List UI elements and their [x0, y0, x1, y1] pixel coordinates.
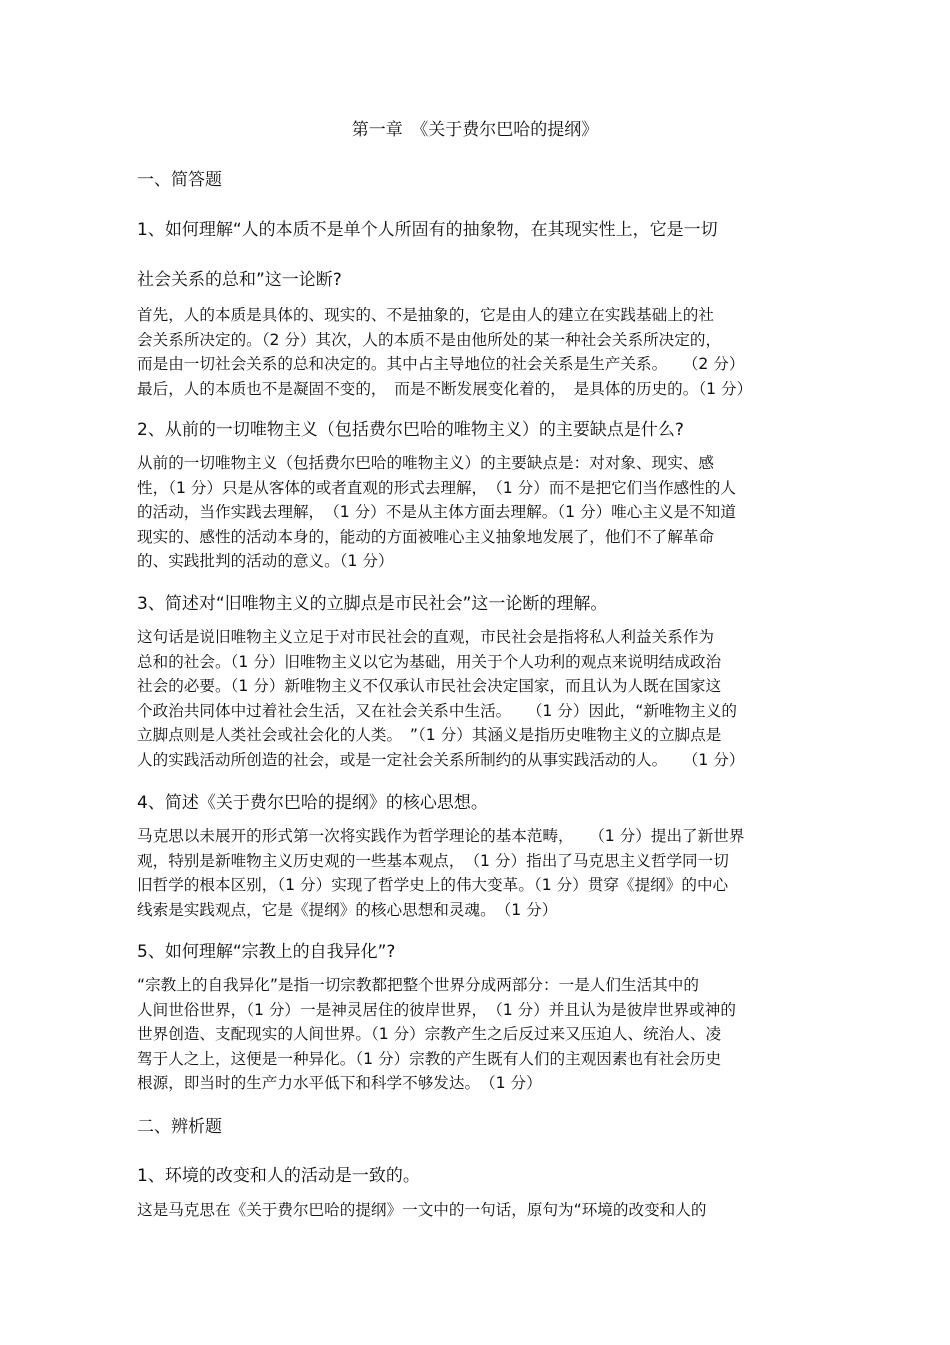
answer-5-line: 驾于人之上，这便是一种异化。（1 分）宗教的产生既有人们的主观因素也有社会历史 — [137, 1049, 722, 1068]
answer-2-line: 的、实践批判的活动的意义。（1 分） — [137, 552, 394, 571]
answer-1-line: 而是由一切社会关系的总和决定的。其中占主导地位的社会关系是生产关系。 （2 分） — [137, 355, 745, 374]
question-4: 4、简述《关于费尔巴哈的提纲》的核心思想。 — [137, 793, 488, 813]
answer-4 — [137, 824, 849, 922]
analysis-question-1: 1、环境的改变和人的活动是一致的。 — [137, 1166, 420, 1186]
answer-1-line: 会关系所决定的。（2 分）其次，人的本质不是由他所处的某一种社会关系所决定的， — [137, 330, 722, 349]
answer-1-line: 首先，人的本质是具体的、现实的、不是抽象的，它是由人的建立在实践基础上的社 — [137, 306, 714, 324]
answer-4-line: 马克思以未展开的形式第一次将实践作为哲学理论的基本范畴， （1 分）提出了新世界 — [137, 827, 745, 845]
analysis-answer-1-line: 这是马克思在《关于费尔巴哈的提纲》一文中的一句话，原句为“环境的改变和人的 — [137, 1201, 707, 1219]
question-5: 5、如何理解“宗教上的自我异化”? — [137, 942, 396, 962]
answer-4-line: 观，特别是新唯物主义历史观的一些基本观点， （1 分）指出了马克思主义哲学同一切 — [137, 851, 729, 870]
answer-2 — [137, 451, 849, 574]
answer-3-line: 总和的社会。（1 分）旧唯物主义以它为基础，用关于个人功利的观点来说明结成政治 — [137, 652, 722, 671]
answer-2-line: 性，（1 分）只是从客体的或者直观的形式去理解， （1 分）而不是把它们当作感性的人 — [137, 478, 736, 497]
answer-1 — [137, 303, 849, 401]
answer-3-line: 人的实践活动所创造的社会，或是一定社会关系所制约的从事实践活动的人。 （1 分） — [137, 750, 745, 769]
answer-5-line: 根源，即当时的生产力水平低下和科学不够发达。 （1 分） — [137, 1074, 542, 1093]
question-1-line-1: 1、如何理解“人的本质不是单个人所固有的抽象物，在其现实性上，它是一切 — [137, 220, 718, 240]
question-3: 3、简述对“旧唯物主义的立脚点是市民社会”这一论断的理解。 — [137, 594, 608, 614]
chapter-title: 第一章 《关于费尔巴哈的提纲》 — [351, 120, 599, 140]
answer-4-line: 线索是实践观点，它是《提纲》的核心思想和灵魂。 （1 分） — [137, 900, 558, 919]
section-heading-short-answer: 一、简答题 — [137, 170, 222, 190]
answer-3-line: 这句话是说旧唯物主义立足于对市民社会的直观，市民社会是指将私人利益关系作为 — [137, 628, 714, 646]
answer-5-line: “宗教上的自我异化”是指一切宗教都把整个世界分成两部分：一是人们生活其中的 — [137, 976, 699, 994]
answer-3-line: 个政治共同体中过着社会生活，又在社会关系中生活。 （1 分）因此，“新唯物主义的 — [137, 701, 737, 720]
analysis-answer-1 — [137, 1198, 849, 1223]
answer-3-line: 立脚点则是人类社会或社会化的人类。 ”（1 分）其涵义是指历史唯物主义的立脚点是 — [137, 726, 722, 745]
answer-1-line: 最后，人的本质也不是凝固不变的， 而是不断发展变化着的， 是具体的历史的。（1 分） — [137, 379, 753, 398]
answer-4-line: 旧哲学的根本区别，（1 分）实现了哲学史上的伟大变革。（1 分）贯穿《提纲》的中心 — [137, 876, 729, 895]
question-2: 2、从前的一切唯物主义（包括费尔巴哈的唯物主义）的主要缺点是什么? — [137, 420, 684, 440]
section-heading-analysis: 二、辨析题 — [137, 1117, 222, 1137]
answer-2-line: 从前的一切唯物主义（包括费尔巴哈的唯物主义）的主要缺点是：对对象、现实、感 — [137, 454, 714, 472]
answer-2-line: 的活动，当作实践去理解， （1 分）不是从主体方面去理解。（1 分）唯心主义是不知道 — [137, 503, 736, 522]
answer-2-line: 现实的、感性的活动本身的，能动的方面被唯心主义抽象地发展了，他们不了解革命 — [137, 527, 714, 546]
answer-5-line: 世界创造、支配现实的人间世界。（1 分）宗教产生之后反过来又压迫人、统治人、凌 — [137, 1025, 722, 1044]
answer-5 — [137, 973, 849, 1096]
question-1-line-2: 社会关系的总和”这一论断? — [137, 270, 342, 290]
answer-5-line: 人间世俗世界，（1 分）一是神灵居住的彼岸世界， （1 分）并且认为是彼岸世界或神的 — [137, 1000, 736, 1019]
answer-3 — [137, 625, 849, 773]
answer-3-line: 社会的必要。（1 分）新唯物主义不仅承认市民社会决定国家，而且认为人既在国家这 — [137, 677, 722, 696]
